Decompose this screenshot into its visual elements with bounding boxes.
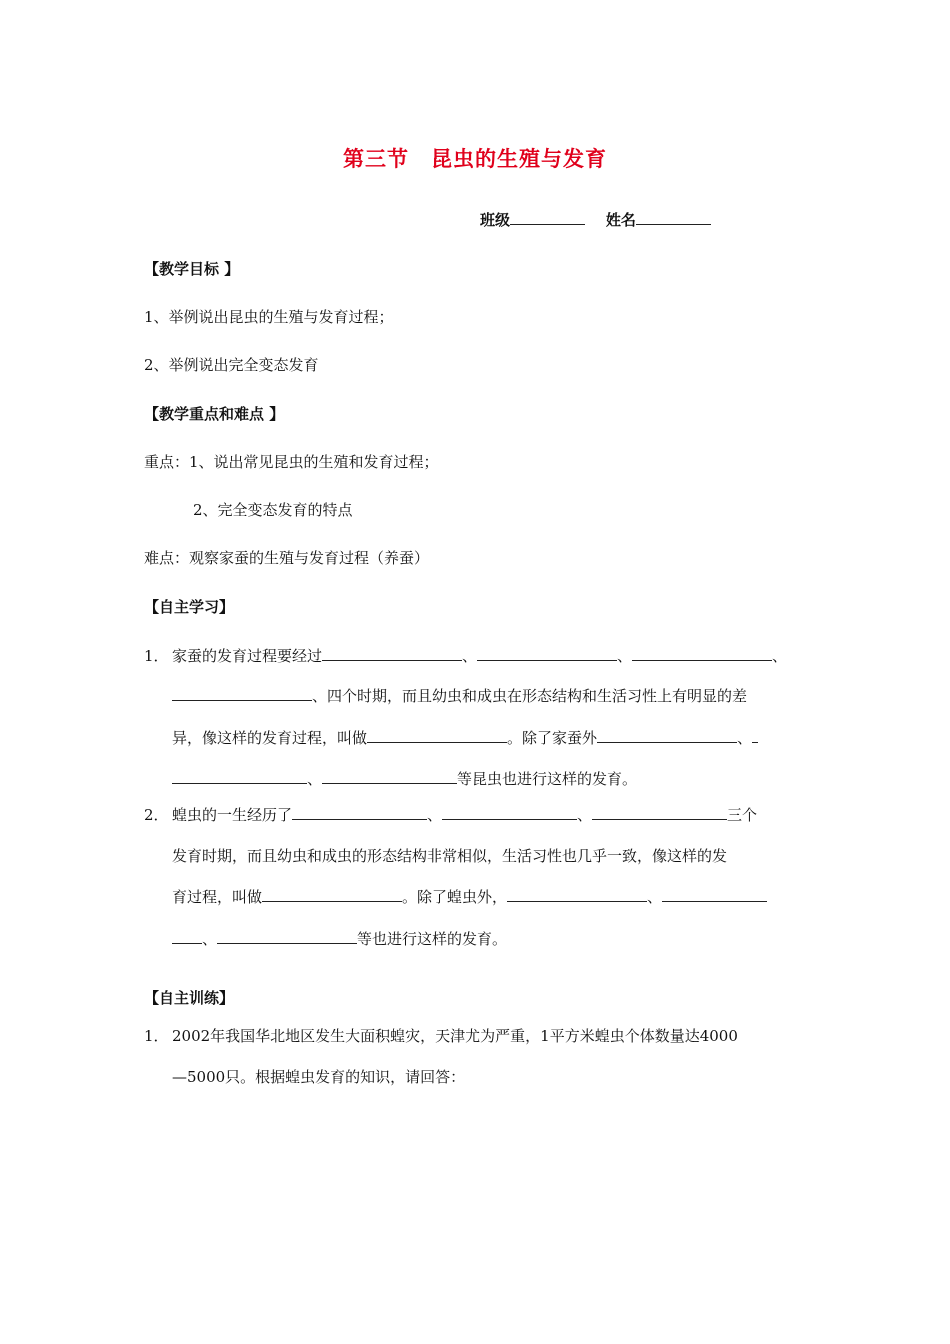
question-line: 、四个时期，而且幼虫和成虫在形态结构和生活习性上有明显的差 xyxy=(172,686,747,706)
focus-point: 重点：1、说出常见昆虫的生殖和发育过程； xyxy=(144,453,439,471)
question-line: 发育时期，而且幼虫和成虫的形态结构非常相似，生活习性也几乎一致，像这样的发 xyxy=(172,847,728,865)
answer-blank[interactable] xyxy=(507,887,647,902)
page-title: 第三节 昆虫的生殖与发育 xyxy=(343,147,607,171)
question-line: 育过程，叫做 。除了蝗虫外， 、 xyxy=(172,887,767,907)
question-number: 1． xyxy=(144,1027,169,1045)
question-line: 家蚕的发育过程要经过 、 、 、 xyxy=(172,647,788,665)
question-line: 2002年我国华北地区发生大面积蝗灾，天津尤为严重，1平方米蝗虫个体数量达4000 xyxy=(172,1027,738,1045)
question-line: 蝗虫的一生经历了 、 、 三个 xyxy=(172,806,758,824)
answer-blank[interactable] xyxy=(262,887,402,902)
question-number: 1． xyxy=(144,647,169,665)
answer-blank[interactable] xyxy=(172,686,312,701)
self-study-heading: 【自主学习】 xyxy=(144,598,235,616)
answer-blank[interactable] xyxy=(217,929,357,944)
answer-blank[interactable] xyxy=(442,805,577,820)
student-info xyxy=(480,210,711,230)
self-training-heading: 【自主训练】 xyxy=(144,989,235,1007)
difficulty-point: 难点：观察家蚕的生殖与发育过程（养蚕） xyxy=(144,549,430,567)
name-blank[interactable] xyxy=(636,210,711,225)
name-label: 姓名 xyxy=(605,211,636,229)
question-line: —5000只。根据蝗虫发育的知识，请回答： xyxy=(172,1068,466,1086)
class-blank[interactable] xyxy=(510,210,585,225)
answer-blank[interactable] xyxy=(322,769,457,784)
answer-blank[interactable] xyxy=(322,646,462,661)
answer-blank[interactable] xyxy=(662,887,767,902)
question-number: 2． xyxy=(144,806,169,824)
question-line: 、 等昆虫也进行这样的发育。 xyxy=(172,769,637,789)
objective-item: 1、举例说出昆虫的生殖与发育过程； xyxy=(144,308,394,326)
objectives-heading: 【教学目标 】 xyxy=(144,260,240,278)
answer-blank[interactable] xyxy=(592,805,727,820)
answer-blank[interactable] xyxy=(172,769,307,784)
answer-blank[interactable] xyxy=(752,728,758,743)
answer-blank[interactable] xyxy=(172,929,202,944)
answer-blank[interactable] xyxy=(632,646,772,661)
question-line: 、 等也进行这样的发育。 xyxy=(172,929,507,949)
objective-item: 2、举例说出完全变态发育 xyxy=(144,356,319,374)
keypoints-heading: 【教学重点和难点 】 xyxy=(144,405,285,423)
answer-blank[interactable] xyxy=(597,728,737,743)
answer-blank[interactable] xyxy=(367,728,507,743)
answer-blank[interactable] xyxy=(477,646,617,661)
answer-blank[interactable] xyxy=(292,805,427,820)
focus-point: 2、完全变态发育的特点 xyxy=(193,501,353,519)
class-label: 班级 xyxy=(480,211,511,229)
question-line: 异，像这样的发育过程，叫做 。除了家蚕外 、 xyxy=(172,728,758,748)
